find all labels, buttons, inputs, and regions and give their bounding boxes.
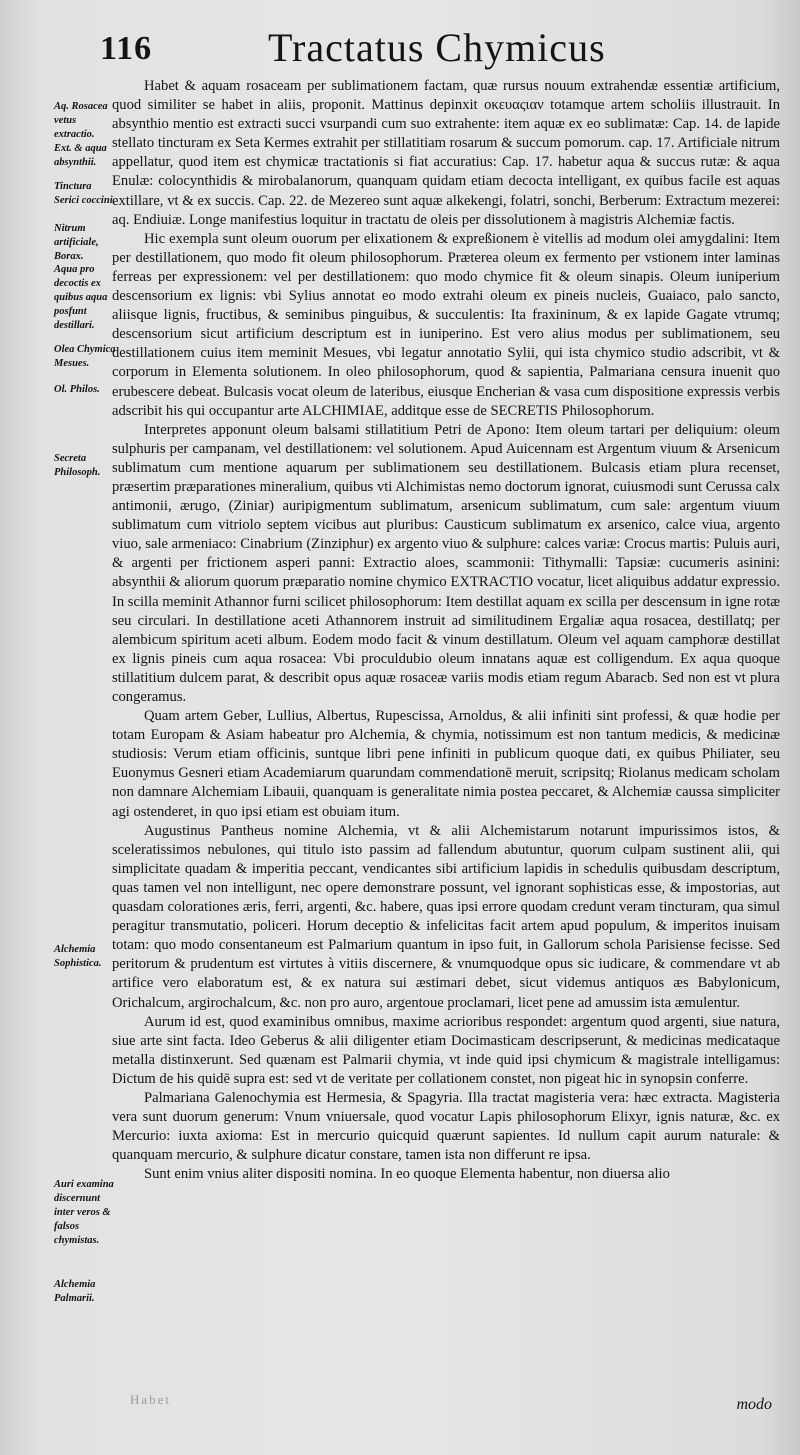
margin-note: Tinctura Serici coccini.: [54, 181, 116, 206]
margin-note: Auri examina discernunt inter veros & falsos chymistas.: [54, 1179, 114, 1246]
bleed-through-text: Habet: [130, 1392, 172, 1407]
margin-note: Alchemia Palmarii.: [54, 1279, 96, 1304]
paragraph: Palmariana Galenochymia est Hermesia, & Spagyria. Illa tractat magisteria vera: hæc extracta. Magisteria vera sunt duorum generum: Vnum vniuersale, quod vocatur Lapis philosophorum Elixyr, ignis naturæ, &c. ex Mercurio: iuxta axioma: Est in mercurio quicquid quærunt sapientes. Id nullum capit aurum naturale: & quanquam mercurio, & sulphure dicatur constare, tamen ista non differunt re ipsa.: [112, 1089, 780, 1164]
paragraph: Aurum id est, quod examinibus omnibus, maxime acrioribus respondet: argentum quod argenti, siue natura, siue arte sint facta. Ideo Geberus & alii diligenter etiam Docimasticam descripserunt, & medicinas medicataque metalla distinxerunt. Sed quænam est Palmarii chymia, vt inde quid ipsi chymicum & magistrale intelligamus: Dictum de his quidē supra est: sed vt de veritate per collationem constet, non pigeat hic in synopsin conferre.: [112, 1013, 780, 1087]
margin-notes: [54, 100, 114, 1360]
margin-note: Secreta Philosoph.: [54, 453, 101, 478]
margin-note: Aqua pro decoctis ex quibus aqua posfunt destillari.: [54, 264, 108, 331]
margin-note: Olea Chymica Mesues.: [54, 344, 116, 369]
paragraph: Hic exempla sunt oleum ouorum per elixationem & expreßionem è vitellis ad modum olei amygdalini: Item per destillationem, quo modo fit oleum philosophorum. Præterea oleum ex fermento per vstionem inter laminas ferreas per expressionem: vel per destillationem: quo modo chymice fit & oleum sinapis. Oleum iuniperium descensorium ex lignis: vbi Sylius annotat eo modo extrahi oleum ex pineis nucleis, Guaiaco, palo sancto, aliisque lignis, fructibus, & seminibus pinguibus, & succulentis: Ita fraxininum, & ex lapide Gagate vtrumq; descensorium sicut artificium descriptum est in iuniperino. Est vero alius modus per sublimationem, seu destillationem cuius item meminit Mesues, vbi legatur annotatio Sylii, qui ista chymico studio adscribit, vt & corporum in Elementa solutionem. In oleo philosophorum, quod & sapientia, Palmariana censura inuenit quo erubescere debeat. Bulcasis vocat oleum de lateribus, eiusque Encherian & vasa cum dispositione expressis verbis adscribit his qui occupantur arte ALCHIMIAE, additque esse de SECRETIS Philosophorum.: [112, 230, 780, 419]
margin-note: Alchemia Sophistica.: [54, 944, 102, 969]
body-text: [112, 77, 780, 1407]
catchword: modo: [736, 1396, 772, 1413]
margin-note: Aq. Rosacea vetus extractio.: [54, 101, 108, 140]
paragraph: Quam artem Geber, Lullius, Albertus, Rupescissa, Arnoldus, & alii infiniti sint professi, & quæ hodie per totam Europam & Asiam habeatur pro Alchemia, & chymia, notissimum est non tantum medicis, & medicinæ studiosis: Verum etiam officinis, suntque libri pene infiniti in publicum quoque dati, ex quibus Philiater, seu Euonymus Gesneri etiam Academiarum quarundam commendationē meruit, scripsitq; Riolanus medicam scholam non damnare Alchemiam Libauii, quanquam is generalitate nimia postea peccaret, & Alchemiæ caussa simpliciter agi ostenderet, in quo ipsi etiam est obuiam itum.: [112, 708, 780, 820]
paragraph: Habet & aquam rosaceam per sublimationem factam, quæ rursus nouum extrahendæ essentiæ artificium, quod similiter se habet in aliis, proponit. Mattinus depinxit οκευαςιαν totamque artem scholiis illustrauit. In absynthio mentio est extracti succi vsurpandi cum suo extrahente: item aquæ ex eo sublimatæ: Cap. 14. de lapide stellato tincturam ex Seta Kermes extrahit per stillatitiam rosarum & succum pomorum. cap. 17. Artificiale nitrum appellatur, quod item est chymicæ tractationis si fiat accuratius: Cap. 17. habetur aqua & succus rutæ: & aqua Enulæ: colocynthidis & mirobalanorum, quanquam quidam etiam decocta intelligant, ex quibus facile est aquas extillare, vt & ex succis. Cap. 22. de Mezereo sunt aquæ alkekengi, folatri, sonchi, Berberum: Extractum mezerei: aq. Endiuiæ. Longe manifestius loquitur in tractatu de oleis per dissolutionem à magistris Alchemiæ factis.: [112, 78, 780, 228]
paragraph: Interpretes apponunt oleum balsami stillatitium Petri de Apono: Item oleum tartari per deliquium: oleum sulphuris per campanam, vel destillationem: vel solutionem. Apud Auicennam est Argentum viuum & Arsenicum sublimatum cum mentione aquarum per sublimationem seu destillationem. Bulcasis etiam plura recenset, præsertim præparationes mineralium, quibus vti Alchimistas nemo doctorum ignorat, cuiusmodi sunt Cerussa calx antimonii, ærugo, (Ziniar) auripigmentum sublimatum, arsenicum sublimatum, cum sale: argentum viuum sublimatum cum vitriolo septem vicibus aut pluribus: Causticum sublimatum ex arsenico, calce viua, argento viuo, sale armeniaco: Cinabrium (Zinziphur) ex argento viuo & sulphure: calces variæ: Crocus martis: Puluis auri, & argenti per frictionem asperi panni: Extractio aloes, scammonii: Tithymalli: Tapsiæ: cucumeris asinini: absynthii & aliorum quorum præparatio nomine chymico EXTRACTIO vocatur, licet aliquibus addatur expressio. In scilla meminit Athannor furni scilicet philosophorum: Item destillat aquam ex scilla per descensum in igne rotæ seu circulari. In destillatione aceti Athannorem instruit ad similitudinem Ergaliæ aqua rosacea, destillatq; per alembicum spiritum aceti album. Eodem modo facit & vinum destillatum. Oleum vel aquam camphoræ destillat ex lignis pineis cum aqua rosacea: Vbi proculdubio oleum innatans aquæ est colligendum. Ex aqua quoque stillatitium dulcem parat, & describit opus aquæ rosaceæ variis modis etiam regum Abaracb. Sed non est vt plura congeramus.: [112, 421, 780, 705]
paragraph: Sunt enim vnius aliter dispositi nomina. In eo quoque Elementa habentur, non diuersa alio: [144, 1166, 670, 1183]
margin-note: Ext. & aqua absynthii.: [54, 143, 107, 168]
running-title: Tractatus Chymicus: [268, 25, 606, 70]
page-number: 116: [100, 30, 153, 67]
paragraph: Augustinus Pantheus nomine Alchemia, vt & alii Alchemistarum notarunt impurissimos istos, & sceleratissimos nebulones, qui titulo isto passim ad fallendum abutuntur, quorum culpam sustinent alii, qui simplicitate quadam & imperitia peccant, vendicantes sibi artificium lapidis in schedulis quibusdam descriptum, quas tamen vel non intelligunt, nec opere demonstrare possunt, vel ignorant sophisticas esse, & impostorias, aut quasdam colorationes æris, ferri, argenti, &c. habere, quas ipsi errore quodam credunt veram tincturam, qua simul peragitur transmutatio, policeri. Horum deceptio & infelicitas facit artem apud populum, & imperitos inuisam totam: quo modo consentaneum est Palmarium quantum in ipso fuit, in Gallorum schola Parisiense fecisse. Sed peritorum & prudentum est virtutes à vitiis discernere, & vnumquodque opus sic iudicare, & commendare vt ab artifice vero elaboratum est, & ex natura sui æstimari debet, sicut videmus antiquos æs Babylonicum, Orichalcum, argirochalcum, &c. non pro auro, argentoue proclamari, licet pene ad amussim ista æmulentur.: [112, 822, 780, 1011]
margin-note: Nitrum artificiale, Borax.: [54, 223, 99, 262]
margin-note: Ol. Philos.: [54, 384, 100, 395]
